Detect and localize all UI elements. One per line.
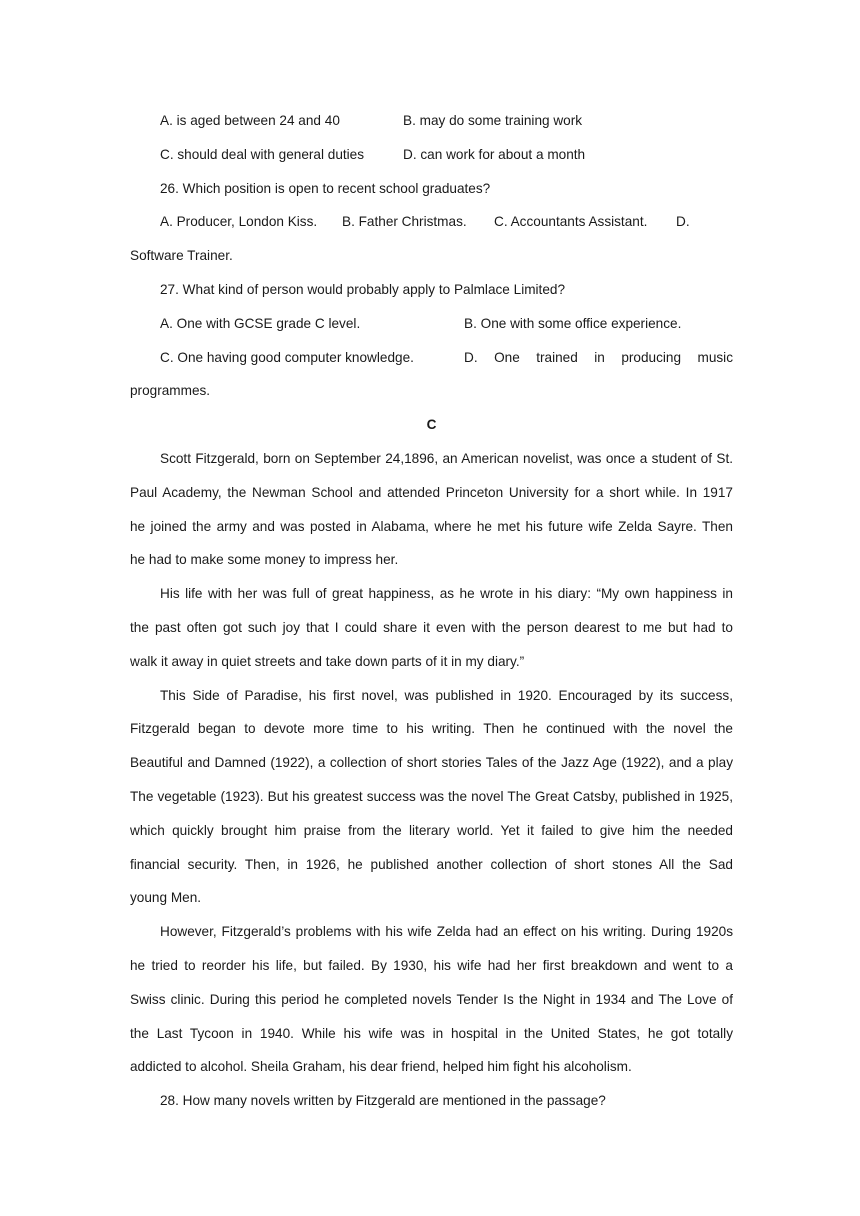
q26-question: 26. Which position is open to recent school graduates?: [160, 180, 491, 196]
passage-p3-line-4: The vegetable (1923). But his greatest success was the novel The Great Catsby, published in 1925,: [130, 788, 733, 804]
q27-option-a: A. One with GCSE grade C level.: [160, 315, 361, 331]
passage-p3-line-6: financial security. Then, in 1926, he published another collection of short stones All the Sad: [130, 856, 733, 872]
document-page: [130, 104, 733, 1118]
section-heading: C: [426, 417, 437, 433]
q26-option-d: D.: [676, 214, 690, 230]
passage-p3-line-1: This Side of Paradise, his first novel, was published in 1920. Encouraged by its success,: [160, 687, 733, 703]
q28-question: 28. How many novels written by Fitzgerald are mentioned in the passage?: [160, 1093, 606, 1109]
passage-p4-line-3: Swiss clinic. During this period he completed novels Tender Is the Night in 1934 and The Love of: [130, 991, 733, 1007]
passage-p3-line-2: Fitzgerald began to devote more time to his writing. Then he continued with the novel the: [130, 721, 733, 737]
passage-p2-line-2: the past often got such joy that I could share it even with the person dearest to me but had to: [130, 619, 733, 635]
q26-option-c: C. Accountants Assistant.: [494, 214, 648, 230]
q25-option-a: A. is aged between 24 and 40: [160, 113, 340, 128]
q25-option-b: B. may do some training work: [403, 113, 583, 128]
q27-option-c: C. One having good computer knowledge.: [160, 349, 414, 365]
q25-options-row-2: [130, 138, 733, 172]
passage-p4-line-1: However, Fitzgerald’s problems with his wife Zelda had an effect on his writing. During 1920s: [160, 924, 733, 940]
q27-question: 27. What kind of person would probably apply to Palmlace Limited?: [160, 281, 566, 297]
passage-p3-line-5: which quickly brought him praise from the literary world. Yet it failed to give him the needed: [130, 822, 733, 838]
q27-option-b: B. One with some office experience.: [464, 315, 682, 331]
passage-p3-line-3: Beautiful and Damned (1922), a collection of short stories Tales of the Jazz Age (1922), and a play: [130, 755, 733, 771]
passage-p2-line-1: His life with her was full of great happiness, as he wrote in his diary: “My own happiness in: [160, 586, 733, 602]
q27-option-d: D. One trained in producing music: [464, 349, 733, 365]
q27-options-row-1: [130, 307, 733, 341]
q26-options-row: [130, 205, 733, 239]
q25-option-d: D. can work for about a month: [403, 146, 586, 162]
q25-option-c: C. should deal with general duties: [160, 146, 365, 162]
q25-options-row-1: [130, 104, 733, 138]
passage-p1-line-3: he joined the army and was posted in Alabama, where he met his future wife Zelda Sayre. Then: [130, 518, 733, 534]
passage-p4-line-4: the Last Tycoon in 1940. While his wife was in hospital in the United States, he got totally: [130, 1025, 733, 1041]
passage-p4-line-5: addicted to alcohol. Sheila Graham, his dear friend, helped him fight his alcoholism.: [130, 1059, 632, 1075]
q26-option-a: A. Producer, London Kiss.: [160, 214, 318, 230]
passage-p2-line-3: walk it away in quiet streets and take down parts of it in my diary.”: [130, 653, 525, 669]
q26-option-d-continued: Software Trainer.: [130, 248, 233, 264]
passage-p1-line-4: he had to make some money to impress her.: [130, 552, 399, 568]
q27-options-row-2: [130, 341, 733, 375]
passage-p1-line-1: Scott Fitzgerald, born on September 24,1896, an American novelist, was once a student of St.: [160, 450, 733, 466]
passage-p4-line-2: he tried to reorder his life, but failed. By 1930, his wife had her first breakdown and went to a: [130, 957, 733, 973]
q26-option-b: B. Father Christmas.: [342, 214, 467, 230]
passage-p3-line-7: young Men.: [130, 890, 202, 906]
q27-option-d-continued: programmes.: [130, 383, 211, 399]
passage-p1-line-2: Paul Academy, the Newman School and attended Princeton University for a short while. In 1917: [130, 484, 733, 500]
